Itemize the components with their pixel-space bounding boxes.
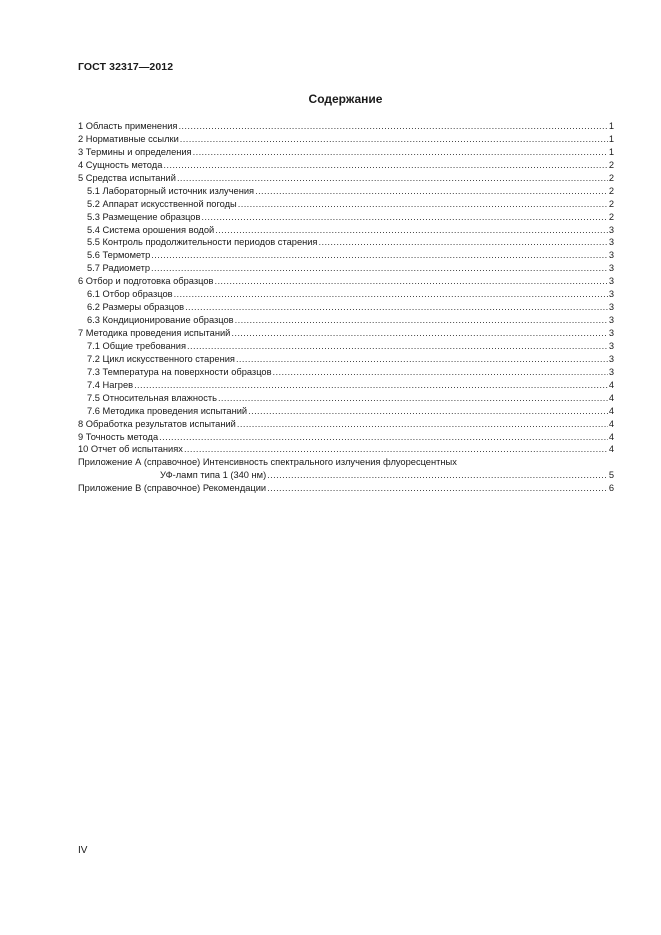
toc-entry[interactable] <box>78 418 614 431</box>
toc-entry[interactable] <box>78 146 614 159</box>
toc-entry-label: 5.5 Контроль продолжительности периодов старения <box>87 237 318 248</box>
toc-subentry[interactable] <box>78 392 614 405</box>
toc-entry-label: 6.3 Кондиционирование образцов <box>87 315 234 326</box>
toc-entry-label: 5 Средства испытаний <box>78 172 176 183</box>
toc-entry-page: 3 <box>608 289 614 300</box>
toc-leader-dots <box>178 120 607 133</box>
toc-entry-page: 3 <box>608 328 614 338</box>
toc-entry-page: 4 <box>608 444 614 455</box>
toc-leader-dots <box>267 469 608 482</box>
toc-subentry[interactable] <box>78 366 614 379</box>
toc-entry[interactable] <box>78 431 614 444</box>
toc-entry-page: 2 <box>608 185 614 196</box>
toc-leader-dots <box>151 249 608 262</box>
page-title: Содержание <box>308 92 383 106</box>
toc-leader-dots <box>236 353 608 366</box>
toc-entry-label: 7.2 Цикл искусственного старения <box>87 353 235 364</box>
toc-leader-dots <box>201 211 607 224</box>
toc-entry-label: 5.7 Радиометр <box>87 263 151 274</box>
toc-entry-label: 1 Область применения <box>78 121 178 131</box>
toc-leader-dots <box>318 236 607 249</box>
toc-entry-page: 3 <box>608 366 614 377</box>
toc-entry-page: 2 <box>608 159 614 170</box>
table-of-contents <box>78 120 614 495</box>
toc-leader-dots <box>151 262 608 275</box>
document-header: ГОСТ 32317—2012 <box>78 61 174 73</box>
toc-leader-dots <box>214 275 607 288</box>
toc-leader-dots <box>159 431 608 444</box>
toc-entry-label: 7 Методика проведения испытаний <box>78 328 231 338</box>
toc-entry-label: 6.2 Размеры образцов <box>87 302 185 313</box>
page-number: IV <box>78 845 88 856</box>
toc-leader-dots <box>174 288 608 301</box>
toc-subentry[interactable] <box>78 198 614 211</box>
toc-leader-dots <box>177 172 608 185</box>
toc-entry-page: 2 <box>608 198 614 209</box>
toc-appendix-entry[interactable] <box>78 482 614 495</box>
toc-entry-label: Приложение А (справочное) Интенсивность спектрального излучения флуоресцентных <box>78 457 457 468</box>
toc-entry-label: 3 Термины и определения <box>78 146 192 157</box>
toc-entry-page: 3 <box>608 263 614 274</box>
toc-entry-label: 6.1 Отбор образцов <box>87 289 173 300</box>
toc-entry-label: 5.3 Размещение образцов <box>87 211 201 222</box>
toc-subentry[interactable] <box>78 185 614 198</box>
toc-entry-label: 5.6 Термометр <box>87 250 151 261</box>
toc-subentry[interactable] <box>78 288 614 301</box>
toc-entry-page: 4 <box>608 418 614 429</box>
toc-entry-page: 3 <box>608 237 614 248</box>
toc-entry-page: 3 <box>608 302 614 313</box>
toc-entry-page: 3 <box>608 315 614 326</box>
toc-subentry[interactable] <box>78 405 614 418</box>
toc-entry-label: 6 Отбор и подготовка образцов <box>78 276 214 287</box>
toc-entry-label: 7.1 Общие требования <box>87 340 187 351</box>
toc-entry-page: 4 <box>608 392 614 403</box>
toc-entry-label: 2 Нормативные ссылки <box>78 133 179 144</box>
toc-entry-label: 8 Обработка результатов испытаний <box>78 418 236 429</box>
toc-leader-dots <box>237 418 608 431</box>
toc-entry-page: 1 <box>608 146 614 157</box>
toc-entry-label: 7.4 Нагрев <box>87 379 134 390</box>
toc-entry-label: 7.5 Относительная влажность <box>87 392 217 403</box>
toc-entry-label: Приложение В (справочное) Рекомендации <box>78 483 267 494</box>
toc-entry[interactable] <box>78 275 614 288</box>
toc-subentry[interactable] <box>78 224 614 237</box>
toc-entry-label: 7.6 Методика проведения испытаний <box>87 405 248 416</box>
toc-entry-label: 5.4 Система орошения водой <box>87 224 215 235</box>
toc-entry[interactable] <box>78 327 614 340</box>
toc-entry-page: 4 <box>608 431 614 442</box>
toc-entry[interactable] <box>78 133 614 146</box>
toc-leader-dots <box>273 366 608 379</box>
toc-entry-page: 2 <box>608 211 614 222</box>
toc-entry[interactable] <box>78 443 614 456</box>
toc-entry-page: 5 <box>608 470 614 481</box>
toc-leader-dots <box>231 327 607 340</box>
toc-subentry[interactable] <box>78 211 614 224</box>
toc-entry-label: 5.2 Аппарат искусственной погоды <box>87 198 237 209</box>
toc-leader-dots <box>248 405 608 418</box>
toc-appendix-entry[interactable] <box>78 456 614 469</box>
toc-entry-label: 7.3 Температура на поверхности образцов <box>87 366 272 377</box>
toc-leader-dots <box>134 379 608 392</box>
toc-entry-page: 2 <box>608 172 614 183</box>
toc-subentry[interactable] <box>78 314 614 327</box>
toc-entry[interactable] <box>78 172 614 185</box>
toc-entry-page: 6 <box>608 483 614 494</box>
toc-entry-page: 4 <box>608 379 614 390</box>
toc-leader-dots <box>184 443 608 456</box>
toc-subentry[interactable] <box>78 379 614 392</box>
toc-leader-dots <box>238 198 608 211</box>
toc-leader-dots <box>187 340 608 353</box>
toc-entry-page: 3 <box>608 353 614 364</box>
toc-leader-dots <box>215 224 608 237</box>
toc-subentry[interactable] <box>78 262 614 275</box>
toc-subentry[interactable] <box>78 353 614 366</box>
toc-leader-dots <box>218 392 608 405</box>
toc-entry-page: 3 <box>608 224 614 235</box>
toc-leader-dots <box>163 159 607 172</box>
toc-entry-label: УФ-ламп типа 1 (340 нм) <box>160 470 267 481</box>
toc-entry-page: 4 <box>608 405 614 416</box>
toc-entry-page: 1 <box>608 121 614 131</box>
toc-entry-label: 4 Сущность метода <box>78 159 163 170</box>
toc-entry-label: 10 Отчет об испытаниях <box>78 444 183 455</box>
toc-subentry[interactable] <box>78 340 614 353</box>
toc-entry-page: 3 <box>608 250 614 261</box>
toc-leader-dots <box>235 314 608 327</box>
toc-entry-page: 3 <box>608 276 614 287</box>
toc-leader-dots <box>255 185 608 198</box>
toc-subentry[interactable] <box>78 236 614 249</box>
toc-leader-dots <box>267 482 608 495</box>
toc-leader-dots <box>180 133 608 146</box>
toc-entry-page: 3 <box>608 340 614 351</box>
toc-subentry[interactable] <box>78 301 614 314</box>
toc-leader-dots <box>185 301 608 314</box>
toc-entry-label: 5.1 Лабораторный источник излучения <box>87 185 255 196</box>
toc-entry-label: 9 Точность метода <box>78 431 159 442</box>
toc-entry-page: 1 <box>608 133 614 144</box>
toc-leader-dots <box>193 146 608 159</box>
toc-subentry[interactable] <box>78 249 614 262</box>
toc-entry[interactable] <box>78 120 614 133</box>
toc-appendix-entry-continued[interactable] <box>78 469 614 482</box>
toc-entry[interactable] <box>78 159 614 172</box>
